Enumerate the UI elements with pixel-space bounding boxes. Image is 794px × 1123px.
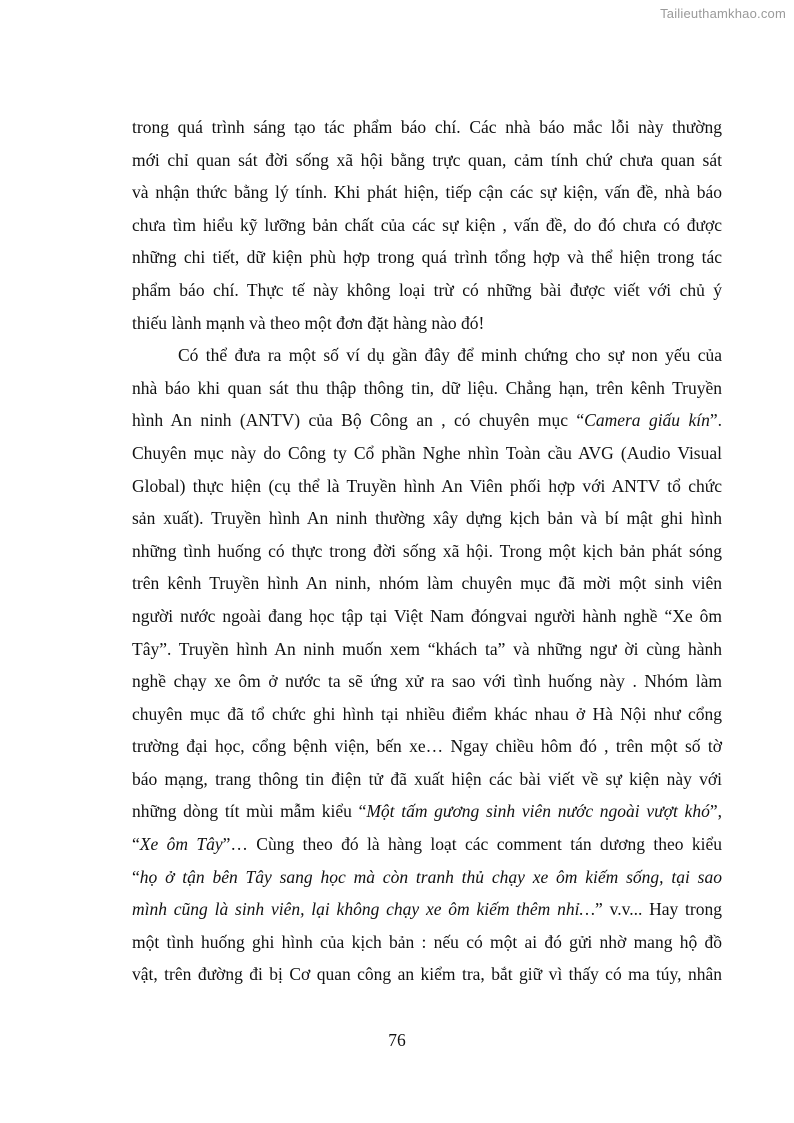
text-line: và nhận thức bằng lý tính. Khi phát hiện, tiếp cận các sự kiện, vấn đề, nhà báo	[132, 182, 722, 203]
text-line: nhà báo khi quan sát thu thập thông tin, dữ liệu. Chẳng hạn, trên kênh Truyền	[132, 377, 722, 398]
italic-text-run: Camera giấu kín	[584, 410, 710, 431]
text-run: ”,	[709, 801, 722, 822]
text-line: mới chỉ quan sát đời sống xã hội bằng trực quan, cảm tính chứ chưa quan sát	[132, 149, 722, 170]
text-line: trường đại học, cổng bệnh viện, bến xe… Ngay chiều hôm đó , trên một số tờ	[132, 736, 722, 757]
text-line: Tây”. Truyền hình An ninh muốn xem “khách ta” và những ngư ời cùng hành	[132, 638, 722, 659]
italic-text-run: họ ở tận bên Tây sang học mà còn tranh thủ chạy xe ôm kiếm sống, tại sao	[139, 866, 722, 887]
text-line: sản xuất). Truyền hình An ninh thường xây dựng kịch bản và bí mật ghi hình	[132, 508, 722, 529]
body-text	[132, 111, 722, 991]
text-line	[132, 893, 722, 926]
text-line: một tình huống ghi hình của kịch bản : nếu có một ai đó gửi nhờ mang hộ đồ	[132, 931, 722, 952]
text-line: phẩm báo chí. Thực tế này không loại trừ có những bài được viết với chủ ý	[132, 279, 722, 300]
text-line: những tình huống có thực trong đời sống xã hội. Trong một kịch bản phát sóng	[132, 540, 722, 561]
text-line: trong quá trình sáng tạo tác phẩm báo chí. Các nhà báo mắc lỗi này thường	[132, 117, 722, 137]
text-line: Chuyên mục này do Công ty Cổ phần Nghe nhìn Toàn cầu AVG (Audio Visual	[132, 442, 722, 463]
text-run: “	[132, 866, 140, 887]
text-line	[132, 404, 722, 437]
text-line	[132, 828, 722, 861]
text-line: vật, trên đường đi bị Cơ quan công an kiểm tra, bắt giữ vì thấy có ma túy, nhân	[132, 964, 722, 985]
text-line: trên kênh Truyền hình An ninh, nhóm làm chuyên mục đã mời một sinh viên	[132, 573, 722, 594]
italic-text-run: mình cũng là sinh viên, lại không chạy xe ôm kiếm thêm nhỉ…	[132, 899, 596, 920]
italic-text-run: Một tấm gương sinh viên nước ngoài vượt khó	[366, 801, 710, 822]
text-run: ”… Cùng theo đó là hàng loạt các comment tán dương theo kiểu	[222, 834, 722, 855]
text-line: những chi tiết, dữ kiện phù hợp trong quá trình tổng hợp và thể hiện trong tác	[132, 247, 722, 268]
text-line: Global) thực hiện (cụ thể là Truyền hình An Viên phối hợp với ANTV tổ chức	[132, 475, 722, 496]
text-line: chưa tìm hiểu kỹ lưỡng bản chất của các sự kiện , vấn đề, do đó chưa có được	[132, 214, 722, 235]
text-line: báo mạng, trang thông tin điện tử đã xuất hiện các bài viết về sự kiện này với	[132, 768, 722, 789]
text-line: chuyên mục đã tổ chức ghi hình tại nhiều điểm khác nhau ở Hà Nội như cổng	[132, 703, 722, 724]
text-line: Có thể đưa ra một số ví dụ gần đây để minh chứng cho sự non yếu của	[178, 345, 722, 366]
text-run: “	[132, 834, 140, 855]
page-number: 76	[388, 1030, 406, 1050]
text-line: người nước ngoài đang học tập tại Việt Nam đóngvai người hành nghề “Xe ôm	[132, 605, 722, 626]
text-line	[132, 795, 722, 828]
text-run: ” v.v... Hay trong	[595, 899, 723, 920]
text-run: hình An ninh (ANTV) của Bộ Công an , có chuyên mục “	[132, 410, 585, 431]
text-line: nghề chạy xe ôm ở nước ta sẽ ứng xử ra sao với tình huống này . Nhóm làm	[132, 671, 722, 692]
text-line: thiếu lành mạnh và theo một đơn đặt hàng nào đó!	[132, 312, 485, 333]
text-run: ”.	[709, 410, 722, 431]
watermark-text: Tailieuthamkhao.com	[660, 6, 786, 21]
italic-text-run: Xe ôm Tây	[139, 834, 223, 855]
text-line	[132, 861, 722, 894]
text-run: những dòng tít mùi mẫm kiểu “	[132, 801, 367, 822]
